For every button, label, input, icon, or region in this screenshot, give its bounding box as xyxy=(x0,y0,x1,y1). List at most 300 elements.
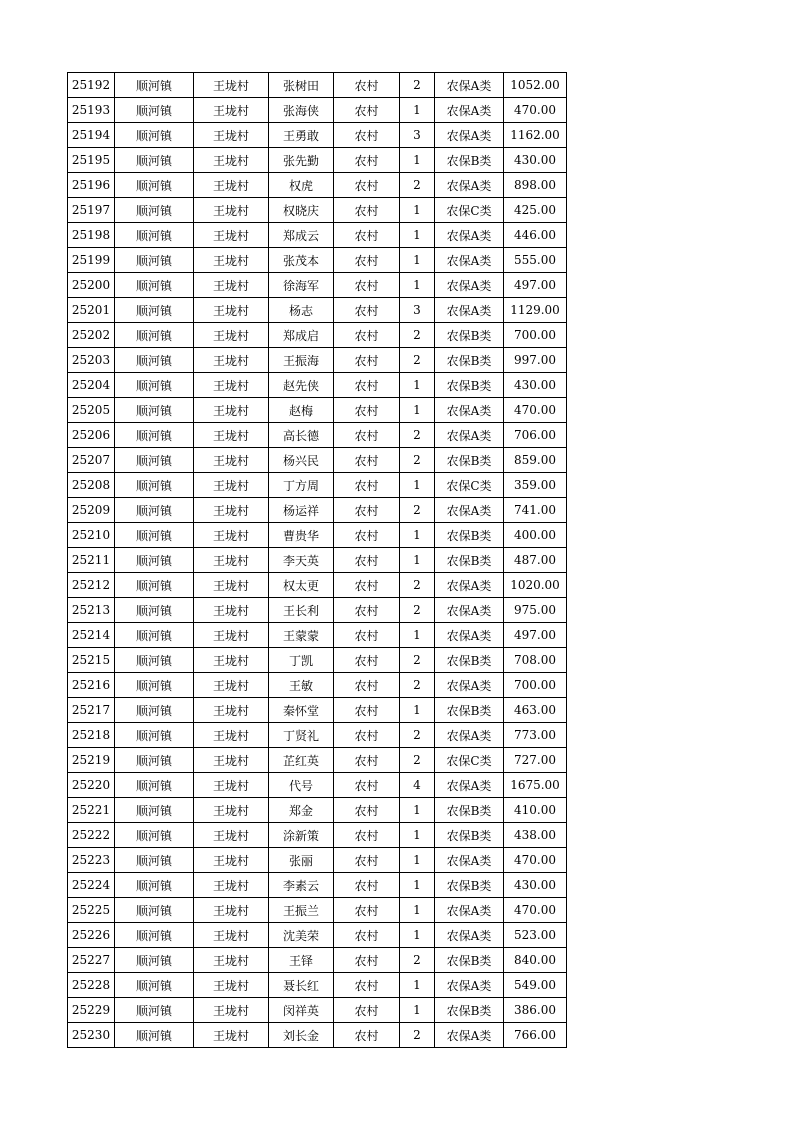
category-cell: 农保A类 xyxy=(435,973,504,998)
record-id-cell: 25206 xyxy=(68,423,115,448)
household-type-cell: 农村 xyxy=(334,1023,400,1048)
category-cell: 农保A类 xyxy=(435,273,504,298)
town-cell: 顺河镇 xyxy=(115,323,194,348)
member-count-cell: 2 xyxy=(400,423,435,448)
table-row xyxy=(68,198,567,223)
household-type-cell: 农村 xyxy=(334,673,400,698)
household-type-cell: 农村 xyxy=(334,198,400,223)
category-cell: 农保B类 xyxy=(435,348,504,373)
village-cell: 王垅村 xyxy=(194,648,269,673)
village-cell: 王垅村 xyxy=(194,923,269,948)
name-cell: 涂新策 xyxy=(269,823,334,848)
name-cell: 权晓庆 xyxy=(269,198,334,223)
amount-cell: 708.00 xyxy=(504,648,567,673)
town-cell: 顺河镇 xyxy=(115,73,194,98)
member-count-cell: 2 xyxy=(400,723,435,748)
record-id-cell: 25217 xyxy=(68,698,115,723)
town-cell: 顺河镇 xyxy=(115,598,194,623)
amount-cell: 727.00 xyxy=(504,748,567,773)
household-type-cell: 农村 xyxy=(334,723,400,748)
category-cell: 农保A类 xyxy=(435,248,504,273)
town-cell: 顺河镇 xyxy=(115,673,194,698)
amount-cell: 400.00 xyxy=(504,523,567,548)
household-type-cell: 农村 xyxy=(334,698,400,723)
member-count-cell: 1 xyxy=(400,98,435,123)
table-row xyxy=(68,98,567,123)
amount-cell: 430.00 xyxy=(504,148,567,173)
village-cell: 王垅村 xyxy=(194,223,269,248)
household-type-cell: 农村 xyxy=(334,823,400,848)
table-row xyxy=(68,348,567,373)
category-cell: 农保B类 xyxy=(435,523,504,548)
name-cell: 权虎 xyxy=(269,173,334,198)
household-type-cell: 农村 xyxy=(334,373,400,398)
household-type-cell: 农村 xyxy=(334,123,400,148)
town-cell: 顺河镇 xyxy=(115,173,194,198)
household-type-cell: 农村 xyxy=(334,598,400,623)
village-cell: 王垅村 xyxy=(194,523,269,548)
town-cell: 顺河镇 xyxy=(115,223,194,248)
record-id-cell: 25194 xyxy=(68,123,115,148)
table-row xyxy=(68,673,567,698)
member-count-cell: 1 xyxy=(400,273,435,298)
record-id-cell: 25204 xyxy=(68,373,115,398)
record-id-cell: 25200 xyxy=(68,273,115,298)
amount-cell: 523.00 xyxy=(504,923,567,948)
village-cell: 王垅村 xyxy=(194,823,269,848)
member-count-cell: 4 xyxy=(400,773,435,798)
table-row xyxy=(68,448,567,473)
member-count-cell: 2 xyxy=(400,73,435,98)
member-count-cell: 1 xyxy=(400,198,435,223)
name-cell: 丁方周 xyxy=(269,473,334,498)
member-count-cell: 1 xyxy=(400,823,435,848)
household-type-cell: 农村 xyxy=(334,473,400,498)
amount-cell: 741.00 xyxy=(504,498,567,523)
record-id-cell: 25202 xyxy=(68,323,115,348)
table-row xyxy=(68,473,567,498)
name-cell: 赵先侠 xyxy=(269,373,334,398)
town-cell: 顺河镇 xyxy=(115,1023,194,1048)
record-id-cell: 25223 xyxy=(68,848,115,873)
table-row xyxy=(68,798,567,823)
member-count-cell: 2 xyxy=(400,573,435,598)
member-count-cell: 1 xyxy=(400,548,435,573)
name-cell: 张茂本 xyxy=(269,248,334,273)
village-cell: 王垅村 xyxy=(194,723,269,748)
amount-cell: 1020.00 xyxy=(504,573,567,598)
member-count-cell: 2 xyxy=(400,748,435,773)
table-row xyxy=(68,298,567,323)
village-cell: 王垅村 xyxy=(194,273,269,298)
village-cell: 王垅村 xyxy=(194,773,269,798)
record-id-cell: 25213 xyxy=(68,598,115,623)
village-cell: 王垅村 xyxy=(194,998,269,1023)
category-cell: 农保B类 xyxy=(435,998,504,1023)
record-id-cell: 25211 xyxy=(68,548,115,573)
town-cell: 顺河镇 xyxy=(115,373,194,398)
name-cell: 赵梅 xyxy=(269,398,334,423)
category-cell: 农保A类 xyxy=(435,1023,504,1048)
amount-cell: 706.00 xyxy=(504,423,567,448)
household-type-cell: 农村 xyxy=(334,998,400,1023)
amount-cell: 1129.00 xyxy=(504,298,567,323)
record-id-cell: 25212 xyxy=(68,573,115,598)
member-count-cell: 3 xyxy=(400,298,435,323)
record-id-cell: 25218 xyxy=(68,723,115,748)
household-type-cell: 农村 xyxy=(334,148,400,173)
amount-cell: 430.00 xyxy=(504,873,567,898)
name-cell: 王勇敢 xyxy=(269,123,334,148)
amount-cell: 446.00 xyxy=(504,223,567,248)
household-type-cell: 农村 xyxy=(334,848,400,873)
town-cell: 顺河镇 xyxy=(115,773,194,798)
member-count-cell: 2 xyxy=(400,323,435,348)
category-cell: 农保A类 xyxy=(435,173,504,198)
amount-cell: 425.00 xyxy=(504,198,567,223)
member-count-cell: 1 xyxy=(400,623,435,648)
table-row xyxy=(68,623,567,648)
town-cell: 顺河镇 xyxy=(115,723,194,748)
town-cell: 顺河镇 xyxy=(115,648,194,673)
amount-cell: 497.00 xyxy=(504,623,567,648)
table-row xyxy=(68,273,567,298)
member-count-cell: 2 xyxy=(400,648,435,673)
town-cell: 顺河镇 xyxy=(115,448,194,473)
town-cell: 顺河镇 xyxy=(115,823,194,848)
household-type-cell: 农村 xyxy=(334,273,400,298)
category-cell: 农保A类 xyxy=(435,123,504,148)
table-row xyxy=(68,248,567,273)
member-count-cell: 1 xyxy=(400,998,435,1023)
name-cell: 代号 xyxy=(269,773,334,798)
village-cell: 王垅村 xyxy=(194,348,269,373)
town-cell: 顺河镇 xyxy=(115,348,194,373)
category-cell: 农保B类 xyxy=(435,948,504,973)
household-type-cell: 农村 xyxy=(334,223,400,248)
village-cell: 王垅村 xyxy=(194,548,269,573)
town-cell: 顺河镇 xyxy=(115,298,194,323)
amount-cell: 470.00 xyxy=(504,398,567,423)
table-row xyxy=(68,648,567,673)
name-cell: 聂长红 xyxy=(269,973,334,998)
record-id-cell: 25227 xyxy=(68,948,115,973)
household-type-cell: 农村 xyxy=(334,448,400,473)
village-cell: 王垅村 xyxy=(194,423,269,448)
record-id-cell: 25225 xyxy=(68,898,115,923)
amount-cell: 1162.00 xyxy=(504,123,567,148)
amount-cell: 497.00 xyxy=(504,273,567,298)
village-cell: 王垅村 xyxy=(194,148,269,173)
amount-cell: 898.00 xyxy=(504,173,567,198)
table-row xyxy=(68,423,567,448)
town-cell: 顺河镇 xyxy=(115,398,194,423)
record-id-cell: 25210 xyxy=(68,523,115,548)
table-row xyxy=(68,973,567,998)
category-cell: 农保A类 xyxy=(435,848,504,873)
name-cell: 王敏 xyxy=(269,673,334,698)
table-row xyxy=(68,898,567,923)
table-row xyxy=(68,123,567,148)
household-type-cell: 农村 xyxy=(334,973,400,998)
household-type-cell: 农村 xyxy=(334,948,400,973)
name-cell: 张树田 xyxy=(269,73,334,98)
category-cell: 农保A类 xyxy=(435,498,504,523)
record-id-cell: 25197 xyxy=(68,198,115,223)
category-cell: 农保A类 xyxy=(435,773,504,798)
village-cell: 王垅村 xyxy=(194,98,269,123)
table-row xyxy=(68,823,567,848)
amount-cell: 773.00 xyxy=(504,723,567,748)
town-cell: 顺河镇 xyxy=(115,98,194,123)
category-cell: 农保A类 xyxy=(435,573,504,598)
member-count-cell: 2 xyxy=(400,1023,435,1048)
town-cell: 顺河镇 xyxy=(115,423,194,448)
name-cell: 闵祥英 xyxy=(269,998,334,1023)
category-cell: 农保A类 xyxy=(435,423,504,448)
household-type-cell: 农村 xyxy=(334,748,400,773)
member-count-cell: 1 xyxy=(400,923,435,948)
amount-cell: 470.00 xyxy=(504,898,567,923)
member-count-cell: 1 xyxy=(400,873,435,898)
household-type-cell: 农村 xyxy=(334,348,400,373)
household-type-cell: 农村 xyxy=(334,298,400,323)
data-table xyxy=(67,72,567,1048)
village-cell: 王垅村 xyxy=(194,673,269,698)
member-count-cell: 2 xyxy=(400,948,435,973)
record-id-cell: 25207 xyxy=(68,448,115,473)
name-cell: 杨运祥 xyxy=(269,498,334,523)
town-cell: 顺河镇 xyxy=(115,623,194,648)
name-cell: 杨志 xyxy=(269,298,334,323)
record-id-cell: 25228 xyxy=(68,973,115,998)
village-cell: 王垅村 xyxy=(194,748,269,773)
record-id-cell: 25196 xyxy=(68,173,115,198)
category-cell: 农保B类 xyxy=(435,373,504,398)
village-cell: 王垅村 xyxy=(194,498,269,523)
category-cell: 农保A类 xyxy=(435,223,504,248)
table-row xyxy=(68,523,567,548)
name-cell: 芷红英 xyxy=(269,748,334,773)
amount-cell: 859.00 xyxy=(504,448,567,473)
category-cell: 农保B类 xyxy=(435,698,504,723)
household-type-cell: 农村 xyxy=(334,923,400,948)
name-cell: 张海侠 xyxy=(269,98,334,123)
record-id-cell: 25220 xyxy=(68,773,115,798)
name-cell: 徐海军 xyxy=(269,273,334,298)
member-count-cell: 2 xyxy=(400,348,435,373)
table-row xyxy=(68,873,567,898)
name-cell: 李素云 xyxy=(269,873,334,898)
record-id-cell: 25208 xyxy=(68,473,115,498)
town-cell: 顺河镇 xyxy=(115,473,194,498)
household-type-cell: 农村 xyxy=(334,873,400,898)
amount-cell: 700.00 xyxy=(504,673,567,698)
name-cell: 高长德 xyxy=(269,423,334,448)
village-cell: 王垅村 xyxy=(194,573,269,598)
record-id-cell: 25222 xyxy=(68,823,115,848)
household-type-cell: 农村 xyxy=(334,498,400,523)
table-row xyxy=(68,773,567,798)
town-cell: 顺河镇 xyxy=(115,898,194,923)
table-row xyxy=(68,998,567,1023)
household-type-cell: 农村 xyxy=(334,248,400,273)
table-body xyxy=(68,73,567,1048)
category-cell: 农保C类 xyxy=(435,198,504,223)
member-count-cell: 1 xyxy=(400,223,435,248)
member-count-cell: 2 xyxy=(400,173,435,198)
category-cell: 农保B类 xyxy=(435,148,504,173)
amount-cell: 470.00 xyxy=(504,848,567,873)
name-cell: 王振海 xyxy=(269,348,334,373)
category-cell: 农保C类 xyxy=(435,748,504,773)
category-cell: 农保A类 xyxy=(435,673,504,698)
village-cell: 王垅村 xyxy=(194,173,269,198)
household-type-cell: 农村 xyxy=(334,398,400,423)
member-count-cell: 2 xyxy=(400,673,435,698)
category-cell: 农保B类 xyxy=(435,323,504,348)
town-cell: 顺河镇 xyxy=(115,548,194,573)
town-cell: 顺河镇 xyxy=(115,148,194,173)
category-cell: 农保A类 xyxy=(435,598,504,623)
record-id-cell: 25195 xyxy=(68,148,115,173)
village-cell: 王垅村 xyxy=(194,73,269,98)
record-id-cell: 25219 xyxy=(68,748,115,773)
category-cell: 农保A类 xyxy=(435,923,504,948)
category-cell: 农保B类 xyxy=(435,823,504,848)
amount-cell: 555.00 xyxy=(504,248,567,273)
village-cell: 王垅村 xyxy=(194,248,269,273)
amount-cell: 549.00 xyxy=(504,973,567,998)
village-cell: 王垅村 xyxy=(194,798,269,823)
member-count-cell: 1 xyxy=(400,798,435,823)
amount-cell: 975.00 xyxy=(504,598,567,623)
town-cell: 顺河镇 xyxy=(115,848,194,873)
record-id-cell: 25215 xyxy=(68,648,115,673)
category-cell: 农保B类 xyxy=(435,648,504,673)
table-row xyxy=(68,1023,567,1048)
household-type-cell: 农村 xyxy=(334,523,400,548)
record-id-cell: 25224 xyxy=(68,873,115,898)
name-cell: 王振兰 xyxy=(269,898,334,923)
household-type-cell: 农村 xyxy=(334,548,400,573)
name-cell: 郑成启 xyxy=(269,323,334,348)
village-cell: 王垅村 xyxy=(194,398,269,423)
town-cell: 顺河镇 xyxy=(115,248,194,273)
record-id-cell: 25226 xyxy=(68,923,115,948)
name-cell: 权太更 xyxy=(269,573,334,598)
amount-cell: 463.00 xyxy=(504,698,567,723)
amount-cell: 1675.00 xyxy=(504,773,567,798)
name-cell: 张先勤 xyxy=(269,148,334,173)
member-count-cell: 1 xyxy=(400,523,435,548)
amount-cell: 386.00 xyxy=(504,998,567,1023)
amount-cell: 359.00 xyxy=(504,473,567,498)
member-count-cell: 2 xyxy=(400,448,435,473)
table-row xyxy=(68,373,567,398)
household-type-cell: 农村 xyxy=(334,423,400,448)
name-cell: 王蒙蒙 xyxy=(269,623,334,648)
member-count-cell: 1 xyxy=(400,973,435,998)
name-cell: 杨兴民 xyxy=(269,448,334,473)
table-row xyxy=(68,173,567,198)
household-type-cell: 农村 xyxy=(334,623,400,648)
village-cell: 王垅村 xyxy=(194,198,269,223)
town-cell: 顺河镇 xyxy=(115,973,194,998)
table-row xyxy=(68,748,567,773)
table-row xyxy=(68,923,567,948)
table-row xyxy=(68,848,567,873)
name-cell: 丁贤礼 xyxy=(269,723,334,748)
village-cell: 王垅村 xyxy=(194,698,269,723)
table-row xyxy=(68,498,567,523)
table-row xyxy=(68,223,567,248)
record-id-cell: 25192 xyxy=(68,73,115,98)
record-id-cell: 25214 xyxy=(68,623,115,648)
category-cell: 农保A类 xyxy=(435,98,504,123)
member-count-cell: 1 xyxy=(400,698,435,723)
town-cell: 顺河镇 xyxy=(115,748,194,773)
household-type-cell: 农村 xyxy=(334,73,400,98)
town-cell: 顺河镇 xyxy=(115,523,194,548)
town-cell: 顺河镇 xyxy=(115,573,194,598)
record-id-cell: 25198 xyxy=(68,223,115,248)
amount-cell: 438.00 xyxy=(504,823,567,848)
household-type-cell: 农村 xyxy=(334,573,400,598)
town-cell: 顺河镇 xyxy=(115,698,194,723)
category-cell: 农保B类 xyxy=(435,448,504,473)
category-cell: 农保B类 xyxy=(435,873,504,898)
member-count-cell: 1 xyxy=(400,898,435,923)
amount-cell: 410.00 xyxy=(504,798,567,823)
village-cell: 王垅村 xyxy=(194,323,269,348)
category-cell: 农保A类 xyxy=(435,723,504,748)
town-cell: 顺河镇 xyxy=(115,273,194,298)
member-count-cell: 3 xyxy=(400,123,435,148)
household-type-cell: 农村 xyxy=(334,323,400,348)
village-cell: 王垅村 xyxy=(194,448,269,473)
village-cell: 王垅村 xyxy=(194,973,269,998)
town-cell: 顺河镇 xyxy=(115,498,194,523)
table-row xyxy=(68,573,567,598)
village-cell: 王垅村 xyxy=(194,948,269,973)
amount-cell: 840.00 xyxy=(504,948,567,973)
village-cell: 王垅村 xyxy=(194,473,269,498)
category-cell: 农保A类 xyxy=(435,73,504,98)
name-cell: 郑金 xyxy=(269,798,334,823)
village-cell: 王垅村 xyxy=(194,623,269,648)
amount-cell: 487.00 xyxy=(504,548,567,573)
table-row xyxy=(68,148,567,173)
amount-cell: 997.00 xyxy=(504,348,567,373)
record-id-cell: 25203 xyxy=(68,348,115,373)
household-type-cell: 农村 xyxy=(334,773,400,798)
member-count-cell: 1 xyxy=(400,398,435,423)
amount-cell: 700.00 xyxy=(504,323,567,348)
category-cell: 农保A类 xyxy=(435,298,504,323)
amount-cell: 430.00 xyxy=(504,373,567,398)
category-cell: 农保C类 xyxy=(435,473,504,498)
town-cell: 顺河镇 xyxy=(115,798,194,823)
village-cell: 王垅村 xyxy=(194,298,269,323)
household-type-cell: 农村 xyxy=(334,898,400,923)
household-type-cell: 农村 xyxy=(334,173,400,198)
table-row xyxy=(68,948,567,973)
member-count-cell: 1 xyxy=(400,848,435,873)
amount-cell: 1052.00 xyxy=(504,73,567,98)
village-cell: 王垅村 xyxy=(194,1023,269,1048)
member-count-cell: 1 xyxy=(400,248,435,273)
